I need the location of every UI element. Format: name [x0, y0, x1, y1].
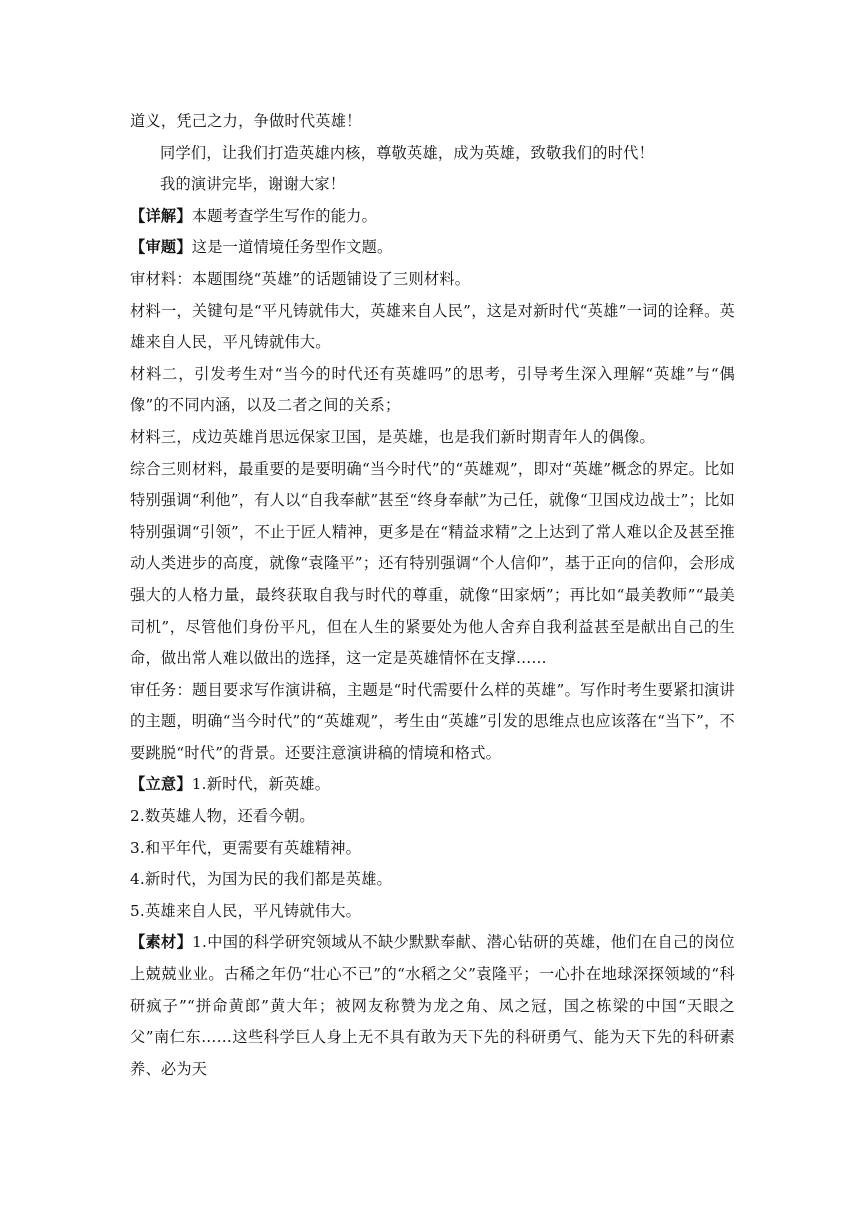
paragraph-15: 5.英雄来自人民，平凡铸就伟大。 [130, 901, 362, 920]
paragraph-9: 综合三则材料，最重要的是要明确“当今时代”的“英雄观”，即对“英雄”概念的界定。比如特别强调“利他”，有人以“自我奉献”甚至“终身奉献”为己任，就像“卫国戍边战士”；比如特别强调“引领”，不止于匠人精神，更多是在“精益求精”之上达到了常人难以企及甚至推动人类进步的高度，就像“袁隆平”；还有特别强调“个人信仰”，基于正向的信仰，会形成强大的人格力量，最终获取自我与时代的尊重，就像“田家炳”；再比如“最美教师”“最美司机”，尽管他们身份平凡，但在人生的紧要处为他人舍弃自我利益甚至是献出自己的生命，做出常人难以做出的选择，这一定是英雄情怀在支撑…… [130, 459, 735, 668]
section-label: 【详解】 [130, 206, 192, 225]
paragraph-4: 【审题】这是一道情境任务型作文题。 [130, 238, 393, 257]
paragraph-3: 【详解】本题考查学生写作的能力。 [130, 206, 377, 225]
section-label: 【审题】 [130, 238, 192, 257]
paragraph-1: 同学们，让我们打造英雄内核，尊敬英雄，成为英雄，致敬我们的时代！ [160, 143, 654, 162]
paragraph-16: 【素材】1.中国的科学研究领域从不缺少默默奉献、潜心钻研的英雄，他们在自己的岗位上兢兢业业。古稀之年仍“壮心不已”的“水稻之父”袁隆平；一心扑在地球深探领域的“科研疯子”“拼命黄郎”黄大年；被网友称赞为龙之角、凤之冠，国之栋梁的中国“天眼之父”南仁东……这些科学巨人身上无不具有敢为天下先的科研勇气、能为天下先的科研素养、必为天 [130, 933, 735, 1078]
paragraph-11: 【立意】1.新时代，新英雄。 [130, 775, 331, 794]
paragraph-10: 审任务：题目要求写作演讲稿，主题是“时代需要什么样的英雄”。写作时考生要紧扣演讲的主题，明确“当今时代”的“英雄观”，考生由“英雄”引发的思维点也应该落在“当下”，不要跳脱“时代”的背景。还要注意演讲稿的情境和格式。 [130, 680, 735, 762]
paragraph-2: 我的演讲完毕，谢谢大家！ [160, 175, 346, 194]
paragraph-6: 材料一，关键句是“平凡铸就伟大，英雄来自人民”，这是对新时代“英雄”一词的诠释。英雄来自人民，平凡铸就伟大。 [130, 301, 735, 352]
paragraph-8: 材料三，戍边英雄肖思远保家卫国，是英雄，也是我们新时期青年人的偶像。 [130, 427, 655, 446]
section-label: 【素材】 [130, 933, 193, 952]
paragraph-0: 道义，凭己之力，争做时代英雄！ [130, 112, 362, 130]
paragraph-12: 2.数英雄人物，还看今朝。 [130, 807, 315, 826]
paragraph-14: 4.新时代，为国为民的我们都是英雄。 [130, 870, 392, 889]
paragraph-7: 材料二，引发考生对“当今的时代还有英雄吗”的思考，引导考生深入理解“英雄”与“偶像”的不同内涵，以及二者之间的关系； [130, 364, 735, 415]
section-label: 【立意】 [130, 775, 192, 794]
paragraph-5: 审材料：本题围绕“英雄”的话题铺设了三则材料。 [130, 269, 471, 288]
paragraph-13: 3.和平年代，更需要有英雄精神。 [130, 838, 362, 857]
